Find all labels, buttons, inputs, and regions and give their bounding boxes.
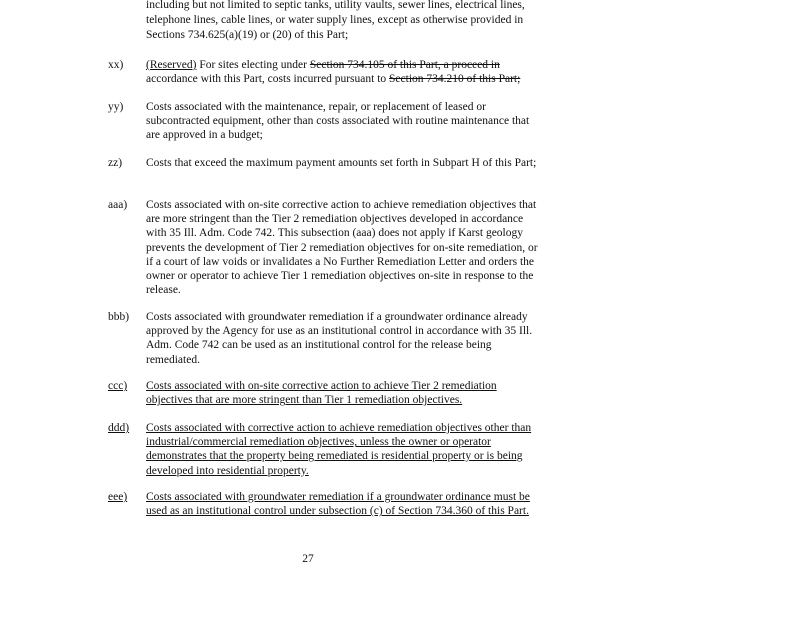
item-label: eee) [108, 491, 128, 503]
text-segment: For sites electing under [196, 59, 310, 71]
text-segment: Costs that exceed the maximum payment amounts set forth in Subpart H of this Part; [146, 157, 537, 169]
item-label: zz) [108, 157, 123, 169]
text-segment: Section 734.210 of this Part; [389, 73, 521, 86]
item-label: ccc) [108, 380, 128, 392]
item-text [146, 421, 546, 478]
list-item-bbb [108, 310, 548, 367]
item-text [146, 100, 546, 143]
list-item-eee [108, 490, 548, 518]
item-text [146, 490, 546, 518]
item-label: bbb) [108, 311, 130, 323]
page-number: 27 [302, 553, 314, 565]
text-segment: Costs associated with groundwater remediation if a groundwater ordinance must be used as an institutional control under subsection (c) of Section 734.360 of this Part. [146, 491, 530, 518]
item-text [146, 198, 546, 297]
list-item-ddd [108, 421, 548, 478]
list-item-ccc [108, 379, 548, 407]
item-text [146, 58, 546, 86]
text-segment: Section 734.105 of this Part, a proceed in [309, 59, 500, 71]
item-label: ddd) [108, 422, 130, 434]
item-text [146, 379, 546, 407]
list-item-aaa [108, 198, 548, 297]
text-segment: Costs associated with corrective action to achieve remediation objectives other than industrial/commercial remediation objectives, unless the owner or operator demonstrates that the property being remediated is residential property or is being developed into residential property. [146, 422, 532, 477]
item-label: yy) [108, 101, 124, 113]
list-item-yy [108, 100, 548, 143]
list-item-zz [108, 156, 548, 170]
item-label: aaa) [108, 199, 128, 211]
list-item-xx [108, 58, 548, 86]
intro-paragraph: including but not limited to septic tanks, utility vaults, sewer lines, electrical lines, telephone lines, cable lines, or water supply lines, except as otherwise provided in Sections 734.625(a)(19) or (20) of this Part; [146, 0, 525, 41]
text-segment: Costs associated with on-site corrective action to achieve remediation objectives that are more stringent than the Tier 2 remediation objectives developed in accordance with 35 Ill. Adm. Code 742. This subsection (aaa) does not apply if Karst geology prevents the development of Tier 2 remediation objectives for on-site remediation, or if a court of law voids or invalidates a No Further Remediation Letter and orders the owner or operator to achieve Tier 1 remediation objectives on-site in response to the release. [146, 199, 538, 297]
text-segment: (Reserved) [146, 59, 197, 71]
text-segment: Costs associated with the maintenance, repair, or replacement of leased or subcontracted equipment, other than costs associated with routine maintenance that are approved in a budget; [146, 101, 530, 142]
item-label: xx) [108, 59, 124, 71]
text-segment: Costs associated with on-site corrective action to achieve Tier 2 remediation objectives that are more stringent than Tier 1 remediation objectives. [146, 380, 497, 407]
item-text [146, 310, 546, 367]
text-segment: Costs associated with groundwater remediation if a groundwater ordinance already approved by the Agency for use as an institutional control in accordance with 35 Ill. Adm. Code 742 can be used as an institutional control for the release being remediated. [146, 311, 533, 366]
item-text [146, 156, 546, 170]
text-segment: accordance with this Part, costs incurred pursuant to [146, 73, 390, 86]
